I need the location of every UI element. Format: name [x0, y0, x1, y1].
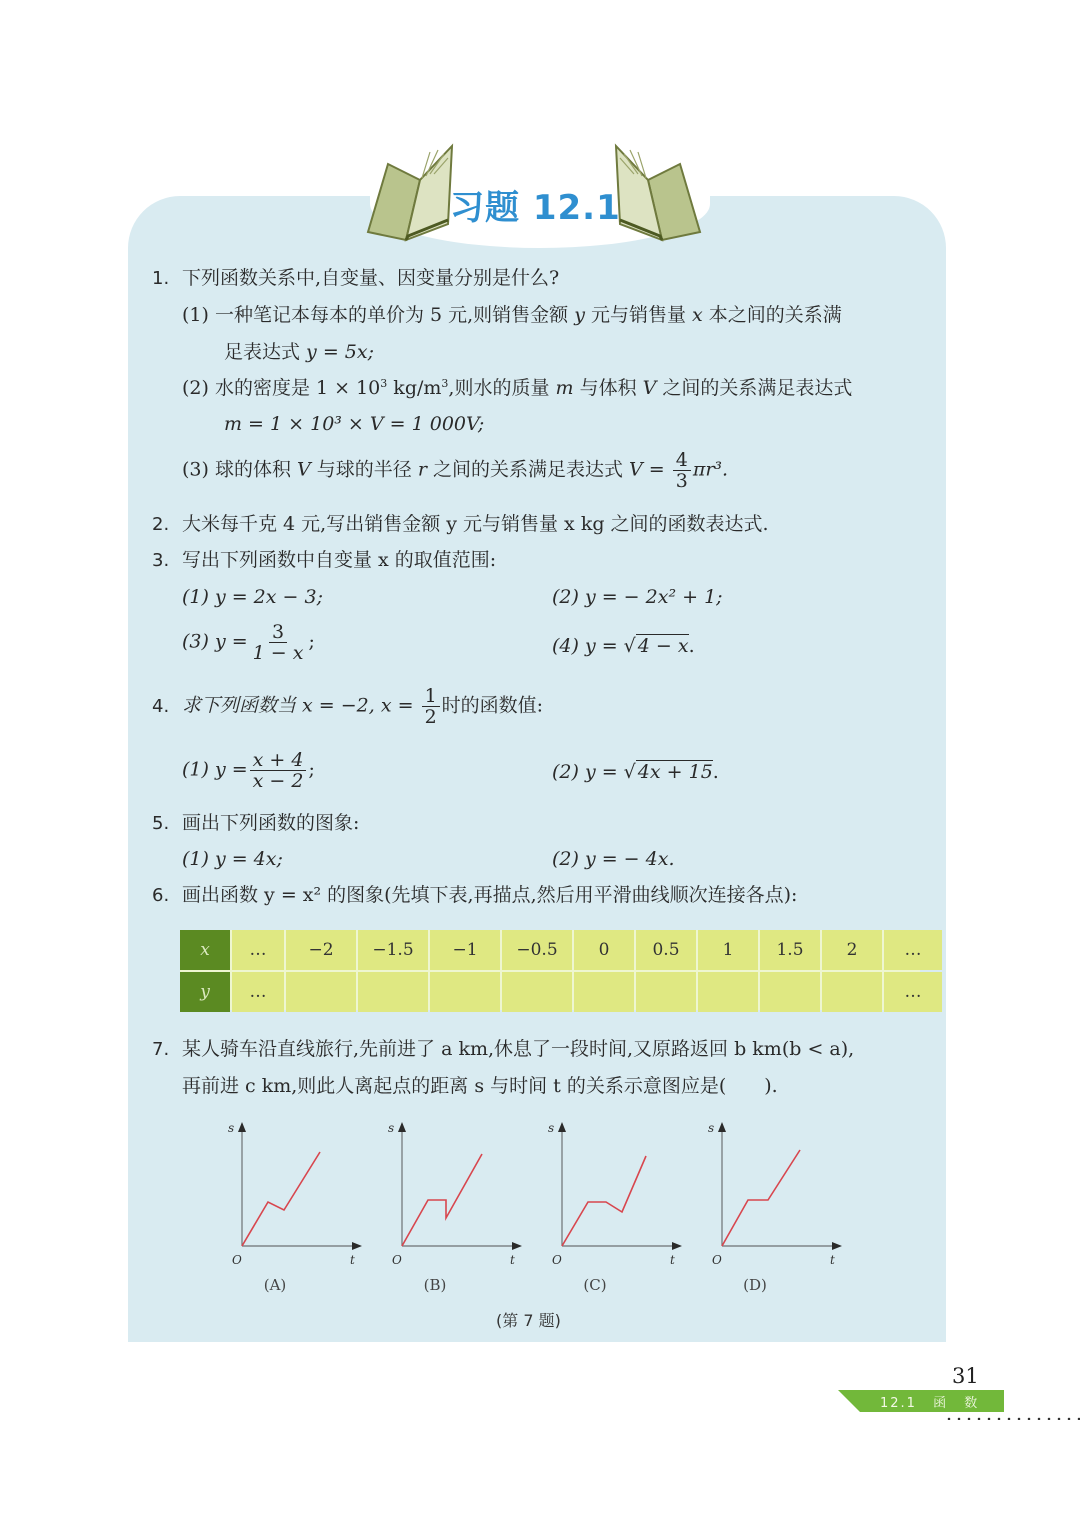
question-3-part-3 — [182, 622, 315, 663]
punct: . — [688, 635, 695, 657]
numerator: 4 — [673, 450, 691, 471]
svg-text:s: s — [228, 1121, 235, 1135]
graph-option-d — [700, 1118, 850, 1298]
table-cell-x: −1 — [430, 930, 500, 970]
table-cell-y — [358, 972, 428, 1012]
text: 之间的关系满足表达式 — [426, 458, 630, 481]
var: x — [692, 304, 703, 326]
question-text: 大米每千克 4 元,写出销售金额 y 元与销售量 x kg 之间的函数表达式. — [182, 513, 769, 535]
svg-text:t: t — [830, 1253, 835, 1267]
expression: m = 1 × 10³ × V = 1 000V; — [224, 413, 485, 435]
value-table — [180, 930, 920, 1010]
graph-option-c — [540, 1118, 690, 1298]
question-1-part-3 — [182, 450, 728, 491]
numerator: 3 — [269, 622, 287, 643]
question-5 — [152, 811, 359, 836]
expression: (1) y = — [182, 758, 248, 781]
radicand: 4x + 15 — [637, 761, 713, 783]
text: 足表达式 — [224, 341, 307, 363]
question-4-part-2 — [552, 760, 719, 784]
fraction — [673, 450, 691, 491]
graph-label: (A) — [263, 1276, 287, 1294]
question-3-part-2 — [552, 585, 723, 609]
denominator: 1 − x — [252, 642, 304, 664]
table-cell-y — [502, 972, 572, 1012]
figure-caption: (第 7 题) — [496, 1311, 561, 1330]
question-2 — [152, 512, 769, 537]
expression: (2) y = − 2x² + 1; — [552, 586, 723, 608]
expression: (1) y = 2x − 3; — [182, 586, 323, 608]
text: 与球的半径 — [310, 458, 418, 481]
question-text: 写出下列函数中自变量 x 的取值范围: — [182, 549, 497, 571]
question-3-part-1 — [182, 585, 323, 609]
table-cell-y — [286, 972, 356, 1012]
punct: . — [712, 761, 719, 783]
fraction — [422, 686, 440, 727]
question-number: 1. — [152, 268, 170, 289]
question-number: 7. — [152, 1039, 170, 1060]
question-1-part-2-cont — [224, 412, 484, 436]
table-cell-x: 1 — [698, 930, 758, 970]
table-cell-y — [574, 972, 634, 1012]
fraction — [250, 750, 307, 791]
numerator: x + 4 — [250, 750, 307, 771]
expression: y = 5x; — [306, 341, 374, 363]
punct: ; — [308, 630, 315, 653]
table-cell-x: 2 — [822, 930, 882, 970]
question-number: 3. — [152, 550, 170, 571]
var: r — [417, 458, 427, 481]
denominator: x − 2 — [252, 770, 304, 792]
table-cell-x: … — [884, 930, 942, 970]
page-title: 习题 12.1 — [450, 188, 621, 228]
question-text: 下列函数关系中,自变量、因变量分别是什么? — [182, 267, 560, 289]
question-6 — [152, 883, 797, 908]
table-cell-x: −0.5 — [502, 930, 572, 970]
question-1-part-2: (2) 水的密度是 $1 \times 10^3$ $kg/m^3$,则水的质量 m 与体积 V 之间的关系满足表达式 — [182, 377, 853, 399]
var: m — [555, 377, 574, 399]
svg-text:s: s — [388, 1121, 395, 1135]
text: (2) 水的密度是 1 × 10 — [182, 377, 381, 399]
question-number: 2. — [152, 514, 170, 535]
expression: (2) y = − 4x. — [552, 848, 675, 870]
table-cell-y — [822, 972, 882, 1012]
table-cell-x: … — [232, 930, 284, 970]
table-cell-y: … — [232, 972, 284, 1012]
question-text: 求下列函数当 x = −2, x = — [182, 694, 414, 717]
table-cell-y — [698, 972, 758, 1012]
expression: (2) y = √ — [552, 761, 636, 783]
svg-text:O: O — [712, 1253, 722, 1267]
table-cell-x: −2 — [286, 930, 356, 970]
expression: V = — [629, 458, 665, 481]
svg-text:O: O — [232, 1253, 242, 1267]
question-text: 某人骑车沿直线旅行,先前进了 a km,休息了一段时间,又原路返回 b km(b < a), — [182, 1038, 855, 1060]
question-1-part-1 — [182, 303, 842, 327]
expression: (1) y = 4x; — [182, 848, 283, 870]
table-header-x: x — [180, 930, 230, 970]
table-cell-y — [636, 972, 696, 1012]
graph-c-plot — [540, 1118, 690, 1268]
question-4 — [152, 686, 543, 727]
expression: (3) y = — [182, 630, 248, 653]
question-text: 时的函数值: — [441, 694, 544, 717]
text: 元与销售量 — [584, 304, 693, 326]
dotted-rule — [944, 1417, 1080, 1420]
svg-text:O: O — [552, 1253, 562, 1267]
svg-text:s: s — [708, 1121, 715, 1135]
svg-text:O: O — [392, 1253, 402, 1267]
denominator: 3 — [675, 470, 688, 492]
question-number: 4. — [152, 695, 170, 717]
graph-d-plot — [700, 1118, 850, 1268]
expression: πr³. — [692, 458, 729, 481]
graph-label: (B) — [423, 1276, 447, 1294]
answer-graphs — [220, 1118, 880, 1298]
svg-text:t: t — [350, 1253, 355, 1267]
question-1 — [152, 266, 559, 291]
text: (3) 球的体积 — [182, 458, 297, 481]
open-book-icon — [612, 140, 708, 244]
text: 之间的关系满足表达式 — [656, 377, 853, 399]
table-cell-y — [760, 972, 820, 1012]
graph-label: (C) — [583, 1276, 607, 1294]
table-cell-y: … — [884, 972, 942, 1012]
expression: (4) y = √ — [552, 635, 636, 657]
table-header-y: y — [180, 972, 230, 1012]
table-cell-x: −1.5 — [358, 930, 428, 970]
question-text: 画出函数 y = x² 的图象(先填下表,再描点,然后用平滑曲线顺次连接各点): — [182, 884, 798, 906]
table-cell-x: 0 — [574, 930, 634, 970]
question-text: 再前进 c km,则此人离起点的距离 s 与时间 t 的关系示意图应是( ). — [182, 1075, 778, 1097]
denominator: 2 — [424, 706, 437, 728]
section-label: 12.1 函 数 — [880, 1396, 980, 1411]
question-5-part-2 — [552, 847, 675, 871]
question-4-part-1 — [182, 750, 315, 791]
question-number: 6. — [152, 885, 170, 906]
open-book-icon — [360, 140, 456, 244]
var: y — [574, 304, 585, 326]
question-number: 5. — [152, 813, 170, 834]
punct: ; — [308, 758, 315, 781]
text: (1) 一种笔记本每本的单价为 5 元,则销售金额 — [182, 304, 575, 326]
question-5-part-1 — [182, 847, 283, 871]
text: 本之间的关系满 — [702, 304, 842, 326]
text: kg/m — [387, 377, 442, 399]
var: V — [297, 458, 311, 481]
question-3 — [152, 548, 496, 573]
graph-option-b — [380, 1118, 530, 1298]
title-banner — [350, 140, 730, 250]
text: ,则水的质量 — [448, 377, 556, 399]
question-7 — [152, 1037, 854, 1062]
table-cell-x: 0.5 — [636, 930, 696, 970]
question-7-cont — [182, 1074, 778, 1098]
graph-b-plot — [380, 1118, 530, 1268]
radicand: 4 − x — [637, 635, 689, 657]
table-cell-x: 1.5 — [760, 930, 820, 970]
svg-text:t: t — [510, 1253, 515, 1267]
numerator: 1 — [422, 686, 440, 707]
var: V — [642, 377, 657, 399]
question-1-part-1-cont — [224, 340, 374, 364]
question-3-part-4 — [552, 634, 695, 658]
table-cell-y — [430, 972, 500, 1012]
svg-text:t: t — [670, 1253, 675, 1267]
graph-option-a — [220, 1118, 370, 1298]
question-text: 画出下列函数的图象: — [182, 812, 360, 834]
svg-text:s: s — [548, 1121, 555, 1135]
text: 与体积 — [573, 377, 643, 399]
fraction — [250, 622, 307, 663]
graph-a-plot — [220, 1118, 370, 1268]
page-number: 31 — [952, 1364, 979, 1388]
graph-label: (D) — [743, 1276, 767, 1294]
